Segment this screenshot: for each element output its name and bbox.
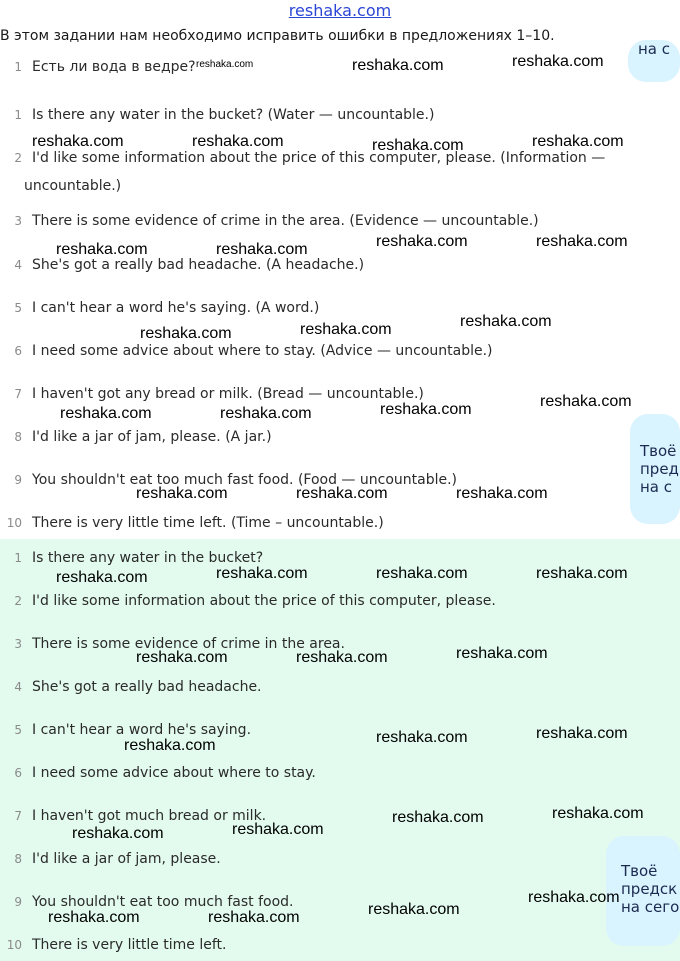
item-text: She's got a really bad headache. xyxy=(32,679,262,695)
watermark: reshaka.com xyxy=(208,909,300,926)
watermark: reshaka.com xyxy=(196,59,254,70)
watermark: reshaka.com xyxy=(124,737,216,754)
watermark: reshaka.com xyxy=(352,57,444,74)
item-text: I haven't got much bread or milk. xyxy=(32,808,267,824)
item-text: I haven't got any bread or milk. (Bread — uncountable.) xyxy=(32,386,424,402)
watermark: reshaka.com xyxy=(72,825,164,842)
watermark: reshaka.com xyxy=(136,649,228,666)
watermark: reshaka.com xyxy=(552,805,644,822)
item-text: She's got a really bad headache. (A headache.) xyxy=(32,257,365,273)
watermark: reshaka.com xyxy=(60,405,152,422)
item-number: 1 xyxy=(14,108,22,122)
bubble-line: пред xyxy=(640,460,679,478)
watermark: reshaka.com xyxy=(48,909,140,926)
item-number: 10 xyxy=(6,516,22,530)
item-text: Is there any water in the bucket? (Water — uncountable.) xyxy=(32,107,435,123)
watermark: reshaka.com xyxy=(460,313,552,330)
item-number: 6 xyxy=(14,766,22,780)
item-number: 7 xyxy=(14,809,22,823)
watermark: reshaka.com xyxy=(380,401,472,418)
watermark: reshaka.com xyxy=(392,809,484,826)
bubble-line: предск xyxy=(621,880,678,898)
item-text: I'd like a jar of jam, please. (A jar.) xyxy=(32,429,272,445)
item-text: There is very little time left. xyxy=(32,937,227,953)
item-number: 3 xyxy=(14,214,22,228)
bubble-line: Твоё xyxy=(640,442,677,460)
watermark: reshaka.com xyxy=(372,137,464,154)
item-text: I need some advice about where to stay. (Advice — uncountable.) xyxy=(32,343,493,359)
item-text: I can't hear a word he's saying. (A word.) xyxy=(32,300,320,316)
watermark: reshaka.com xyxy=(296,485,388,502)
item-number: 9 xyxy=(14,895,22,909)
item-number: 5 xyxy=(14,723,22,737)
watermark: reshaka.com xyxy=(528,889,620,906)
item-text: Есть ли вода в ведре? xyxy=(32,59,196,75)
item-text: I'd like some information about the price of this computer, please. (Information — xyxy=(32,150,606,166)
watermark: reshaka.com xyxy=(32,133,124,150)
watermark: reshaka.com xyxy=(232,821,324,838)
watermark: reshaka.com xyxy=(376,565,468,582)
item-text: I'd like a jar of jam, please. xyxy=(32,851,221,867)
item-text: I'd like some information about the price of this computer, please. xyxy=(32,593,496,609)
watermark: reshaka.com xyxy=(136,485,228,502)
item-text: There is some evidence of crime in the area. (Evidence — uncountable.) xyxy=(32,213,539,229)
item-number: 2 xyxy=(14,594,22,608)
watermark: reshaka.com xyxy=(368,901,460,918)
side-bubble-top[interactable] xyxy=(628,40,680,82)
watermark: reshaka.com xyxy=(216,241,308,258)
watermark: reshaka.com xyxy=(540,393,632,410)
item-number: 10 xyxy=(6,938,22,952)
item-number: 8 xyxy=(14,430,22,444)
bubble-line: Твоё xyxy=(621,862,658,880)
watermark: reshaka.com xyxy=(512,53,604,70)
site-header-link[interactable]: reshaka.com xyxy=(288,1,392,20)
item-text: Is there any water in the bucket? xyxy=(32,550,264,566)
item-number: 7 xyxy=(14,387,22,401)
watermark: reshaka.com xyxy=(536,725,628,742)
item-number: 4 xyxy=(14,258,22,272)
item-number: 8 xyxy=(14,852,22,866)
item-text: You shouldn't eat too much fast food. xyxy=(32,894,294,910)
watermark: reshaka.com xyxy=(56,241,148,258)
item-text: You shouldn't eat too much fast food. (Food — uncountable.) xyxy=(32,472,458,488)
watermark: reshaka.com xyxy=(300,321,392,338)
watermark: reshaka.com xyxy=(220,405,312,422)
watermark: reshaka.com xyxy=(216,565,308,582)
bubble-line: на с xyxy=(638,40,671,58)
watermark: reshaka.com xyxy=(296,649,388,666)
item-text: I can't hear a word he's saying. xyxy=(32,722,252,738)
item-number: 1 xyxy=(14,60,22,74)
watermark: reshaka.com xyxy=(532,133,624,150)
item-text-cont: uncountable.) xyxy=(24,178,122,194)
watermark: reshaka.com xyxy=(536,565,628,582)
item-number: 5 xyxy=(14,301,22,315)
item-number: 2 xyxy=(14,151,22,165)
item-number: 3 xyxy=(14,637,22,651)
item-number: 9 xyxy=(14,473,22,487)
item-text: There is very little time left. (Time – uncountable.) xyxy=(32,515,384,531)
watermark: reshaka.com xyxy=(376,729,468,746)
watermark: reshaka.com xyxy=(456,485,548,502)
task-intro: В этом задании нам необходимо исправить ошибки в предложениях 1–10. xyxy=(0,28,555,44)
watermark: reshaka.com xyxy=(56,569,148,586)
bubble-line: на с xyxy=(640,478,673,496)
item-number: 4 xyxy=(14,680,22,694)
watermark: reshaka.com xyxy=(536,233,628,250)
watermark: reshaka.com xyxy=(376,233,468,250)
item-text: There is some evidence of crime in the area. xyxy=(32,636,345,652)
side-bubble-middle[interactable] xyxy=(630,414,680,524)
watermark: reshaka.com xyxy=(192,133,284,150)
watermark: reshaka.com xyxy=(456,645,548,662)
watermark: reshaka.com xyxy=(140,325,232,342)
item-text: I need some advice about where to stay. xyxy=(32,765,316,781)
bubble-line: на сего xyxy=(621,898,680,916)
item-number: 1 xyxy=(14,551,22,565)
item-number: 6 xyxy=(14,344,22,358)
